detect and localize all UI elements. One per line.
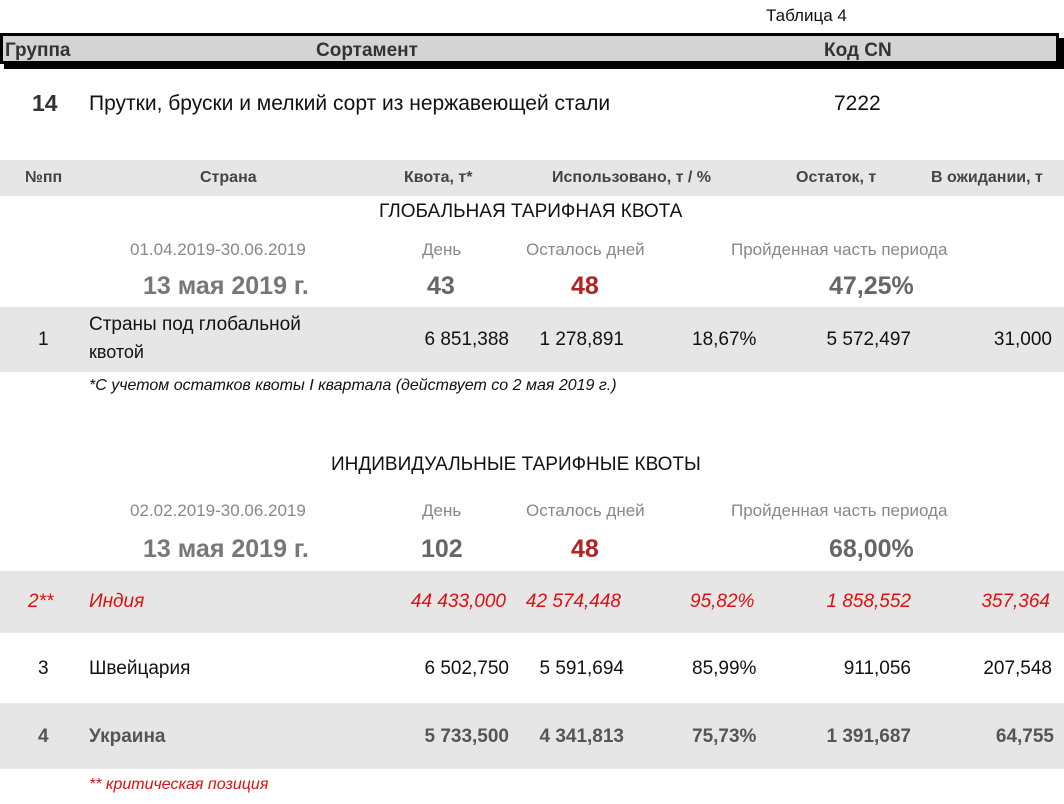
col-remaining: Остаток, т xyxy=(796,169,877,186)
row-country: Швейцария xyxy=(89,658,191,679)
col-country: Страна xyxy=(200,169,257,186)
row-quota: 6 502,750 xyxy=(424,658,509,679)
table-row xyxy=(0,641,1064,699)
row-npp: 2** xyxy=(28,591,54,612)
table-row xyxy=(0,307,1064,372)
global-elapsed: 47,25% xyxy=(829,272,914,300)
col-quota: Квота, т* xyxy=(404,169,473,186)
group-description: Прутки, бруски и мелкий сорт из нержавеющей стали xyxy=(89,92,611,115)
row-remaining: 1 858,552 xyxy=(826,591,911,612)
row-country-line2: квотой xyxy=(89,342,144,362)
row-pending: 64,755 xyxy=(995,726,1054,747)
row-quota: 44 433,000 xyxy=(410,591,506,612)
row-country-line1: Страны под глобальной xyxy=(89,314,301,335)
row-used-t: 5 591,694 xyxy=(539,658,624,679)
row-pending: 207,548 xyxy=(983,658,1052,679)
col-pending: В ожидании, т xyxy=(931,169,1043,186)
global-period: 01.04.2019-30.06.2019 xyxy=(130,240,306,259)
header-group: Группа xyxy=(5,40,71,61)
global-day: 43 xyxy=(427,272,455,300)
table-label: Таблица 4 xyxy=(766,6,847,25)
column-header-row xyxy=(0,160,1064,196)
critical-note: ** критическая позиция xyxy=(89,776,269,793)
table-row xyxy=(0,571,1064,633)
individual-elapsed: 68,00% xyxy=(829,535,914,563)
table-row xyxy=(0,703,1064,769)
row-npp: 3 xyxy=(38,658,49,679)
group-number: 14 xyxy=(32,90,58,116)
row-country: Индия xyxy=(89,591,145,612)
col-used: Использовано, т / % xyxy=(552,169,712,186)
global-days-left-label: Осталось дней xyxy=(526,240,645,259)
row-used-pct: 18,67% xyxy=(692,329,757,350)
row-remaining: 5 572,497 xyxy=(826,329,911,350)
individual-date: 13 мая 2019 г. xyxy=(143,535,309,563)
col-npp: №пп xyxy=(25,169,63,186)
row-remaining: 1 391,687 xyxy=(826,726,911,747)
global-day-label: День xyxy=(422,240,462,259)
row-quota: 6 851,388 xyxy=(424,329,509,350)
global-date: 13 мая 2019 г. xyxy=(143,272,309,300)
row-used-t: 1 278,891 xyxy=(539,329,624,350)
row-used-t: 42 574,448 xyxy=(525,591,621,612)
group-code: 7222 xyxy=(834,92,881,115)
individual-section-title: ИНДИВИДУАЛЬНЫЕ ТАРИФНЫЕ КВОТЫ xyxy=(331,454,701,475)
global-section-title: ГЛОБАЛЬНАЯ ТАРИФНАЯ КВОТА xyxy=(379,201,683,222)
row-npp: 4 xyxy=(38,726,49,747)
individual-days-left: 48 xyxy=(571,535,599,563)
row-npp: 1 xyxy=(38,329,49,350)
header-bar xyxy=(0,33,1059,64)
global-elapsed-label: Пройденная часть периода xyxy=(731,240,948,259)
individual-day: 102 xyxy=(421,535,463,563)
header-assortment: Сортамент xyxy=(316,40,418,61)
row-remaining: 911,056 xyxy=(843,658,911,679)
header-shadow-bottom xyxy=(4,64,1064,69)
row-used-pct: 85,99% xyxy=(692,658,757,679)
row-pending: 357,364 xyxy=(981,591,1050,612)
global-note: *С учетом остатков квоты I квартала (действует со 2 мая 2019 г.) xyxy=(89,377,617,394)
row-used-pct: 95,82% xyxy=(690,591,755,612)
row-quota: 5 733,500 xyxy=(424,726,509,747)
individual-day-label: День xyxy=(422,501,462,520)
row-country: Украина xyxy=(89,726,166,747)
individual-days-left-label: Осталось дней xyxy=(526,501,645,520)
row-pending: 31,000 xyxy=(993,329,1052,350)
row-used-pct: 75,73% xyxy=(692,726,757,747)
individual-elapsed-label: Пройденная часть периода xyxy=(731,501,948,520)
row-used-t: 4 341,813 xyxy=(539,726,624,747)
individual-period: 02.02.2019-30.06.2019 xyxy=(130,501,306,520)
global-days-left: 48 xyxy=(571,272,599,300)
header-code: Код CN xyxy=(824,40,892,61)
